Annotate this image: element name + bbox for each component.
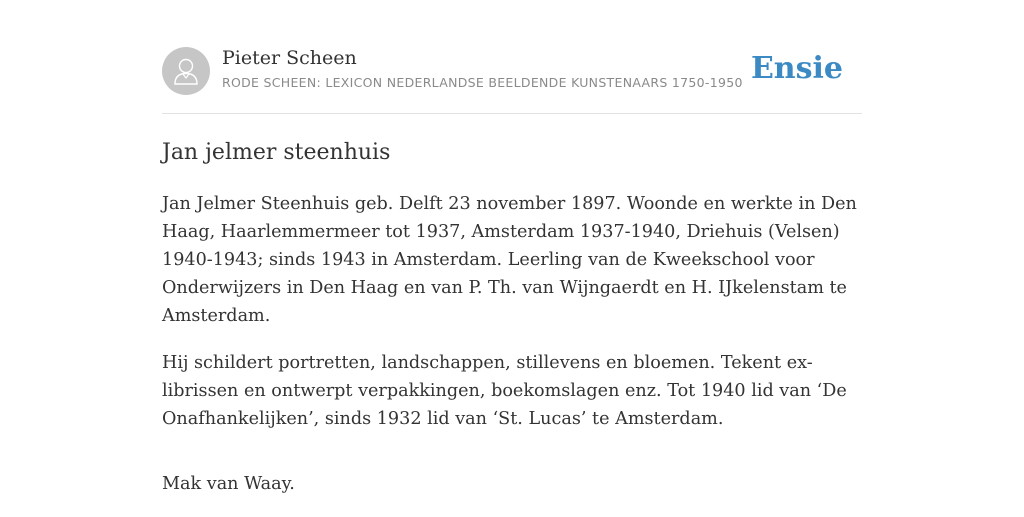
header [162,0,862,114]
user-icon [173,57,199,85]
paragraph: Jan Jelmer Steenhuis geb. Delft 23 november 1897. Woonde en werkte in Den Haag, Haarlemmermeer tot 1937, Amsterdam 1937-1940, Driehuis (Velsen) 1940-1943; sinds 1943 in Amsterdam. Leerling van de Kweekschool voor Onderwijzers in Den Haag en van P. Th. van Wijngaerdt en H. IJkelenstam te Amsterdam. [162,194,857,326]
avatar[interactable] [162,47,210,95]
source-title[interactable]: RODE SCHEEN: LEXICON NEDERLANDSE BEELDENDE KUNSTENAARS 1750-1950 [222,75,743,90]
signature: Mak van Waay. [162,474,295,494]
article-title: Jan jelmer steenhuis [162,140,391,165]
paragraph: Hij schildert portretten, landschappen, stillevens en bloemen. Tekent ex-librissen en ontwerpt verpakkingen, boekomslagen enz. Tot 1940 lid van ‘De Onafhankelijken’, sinds 1932 lid van ‘St. Lucas’ te Amsterdam. [162,353,847,429]
page [162,0,862,494]
article-body [162,190,867,517]
author-name[interactable]: Pieter Scheen [222,47,357,69]
ensie-logo[interactable]: Ensie [750,51,843,86]
